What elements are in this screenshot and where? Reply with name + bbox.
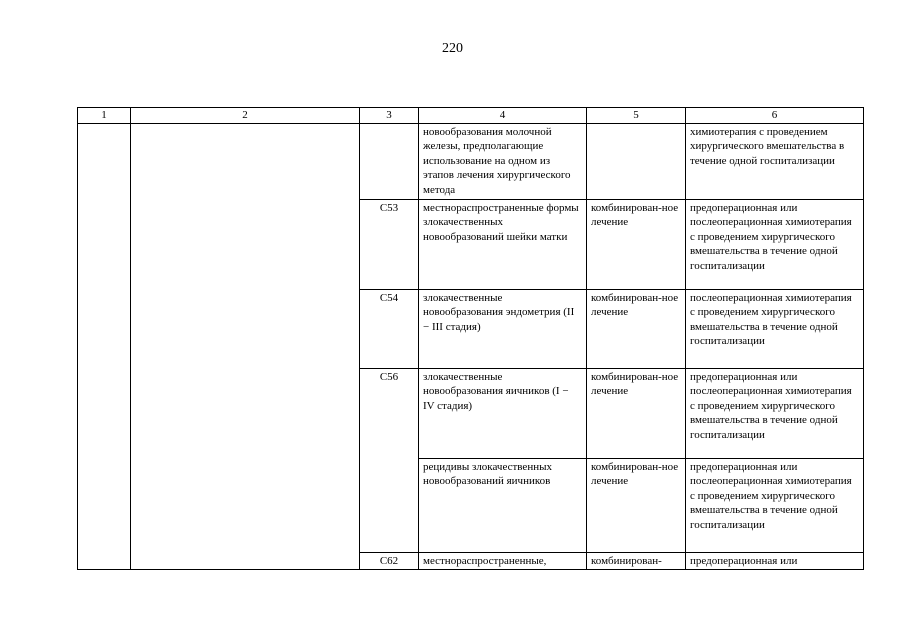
col-2-cell (131, 124, 360, 570)
diagnosis-cell: злокачественные новообразования эндометрия (II − III стадия) (419, 290, 587, 369)
code-cell (360, 124, 419, 200)
treatment-type-cell: комбинирован-ное лечение (587, 200, 686, 290)
diagnosis-cell: местнораспространенные, (419, 553, 587, 570)
header-col-3: 3 (360, 108, 419, 124)
table-row (78, 124, 864, 200)
method-cell: химиотерапия с проведением хирургического вмешательства в течение одной госпитализации (686, 124, 864, 200)
code-cell: C53 (360, 200, 419, 290)
code-cell: C62 (360, 553, 419, 570)
method-cell: предоперационная или послеоперационная химиотерапия с проведением хирургического вмешательства в течение одной госпитализации (686, 369, 864, 459)
diagnosis-cell: местнораспространенные формы злокачественных новообразований шейки матки (419, 200, 587, 290)
method-cell: послеоперационная химиотерапия с проведением хирургического вмешательства в течение одной госпитализации (686, 290, 864, 369)
header-col-4: 4 (419, 108, 587, 124)
treatment-type-cell: комбинирован-ное лечение (587, 369, 686, 459)
treatment-type-cell (587, 124, 686, 200)
treatment-type-cell: комбинирован-ное лечение (587, 459, 686, 553)
code-cell: C56 (360, 369, 419, 553)
diagnosis-cell: новообразования молочной железы, предполагающие использование на одном из этапов лечения хирургического метода (419, 124, 587, 200)
header-col-1: 1 (78, 108, 131, 124)
diagnosis-cell: злокачественные новообразования яичников (I − IV стадия) (419, 369, 587, 459)
page-number: 220 (442, 41, 463, 56)
treatment-type-cell: комбинирован-ное лечение (587, 290, 686, 369)
medical-care-table (77, 107, 864, 570)
table-header-row (78, 108, 864, 124)
code-cell: C54 (360, 290, 419, 369)
diagnosis-cell: рецидивы злокачественных новообразований яичников (419, 459, 587, 553)
method-cell: предоперационная или послеоперационная химиотерапия с проведением хирургического вмешательства в течение одной госпитализации (686, 200, 864, 290)
method-cell: предоперационная или (686, 553, 864, 570)
col-1-cell (78, 124, 131, 570)
header-col-5: 5 (587, 108, 686, 124)
header-col-6: 6 (686, 108, 864, 124)
treatment-type-cell: комбинирован- (587, 553, 686, 570)
method-cell: предоперационная или послеоперационная химиотерапия с проведением хирургического вмешательства в течение одной госпитализации (686, 459, 864, 553)
header-col-2: 2 (131, 108, 360, 124)
